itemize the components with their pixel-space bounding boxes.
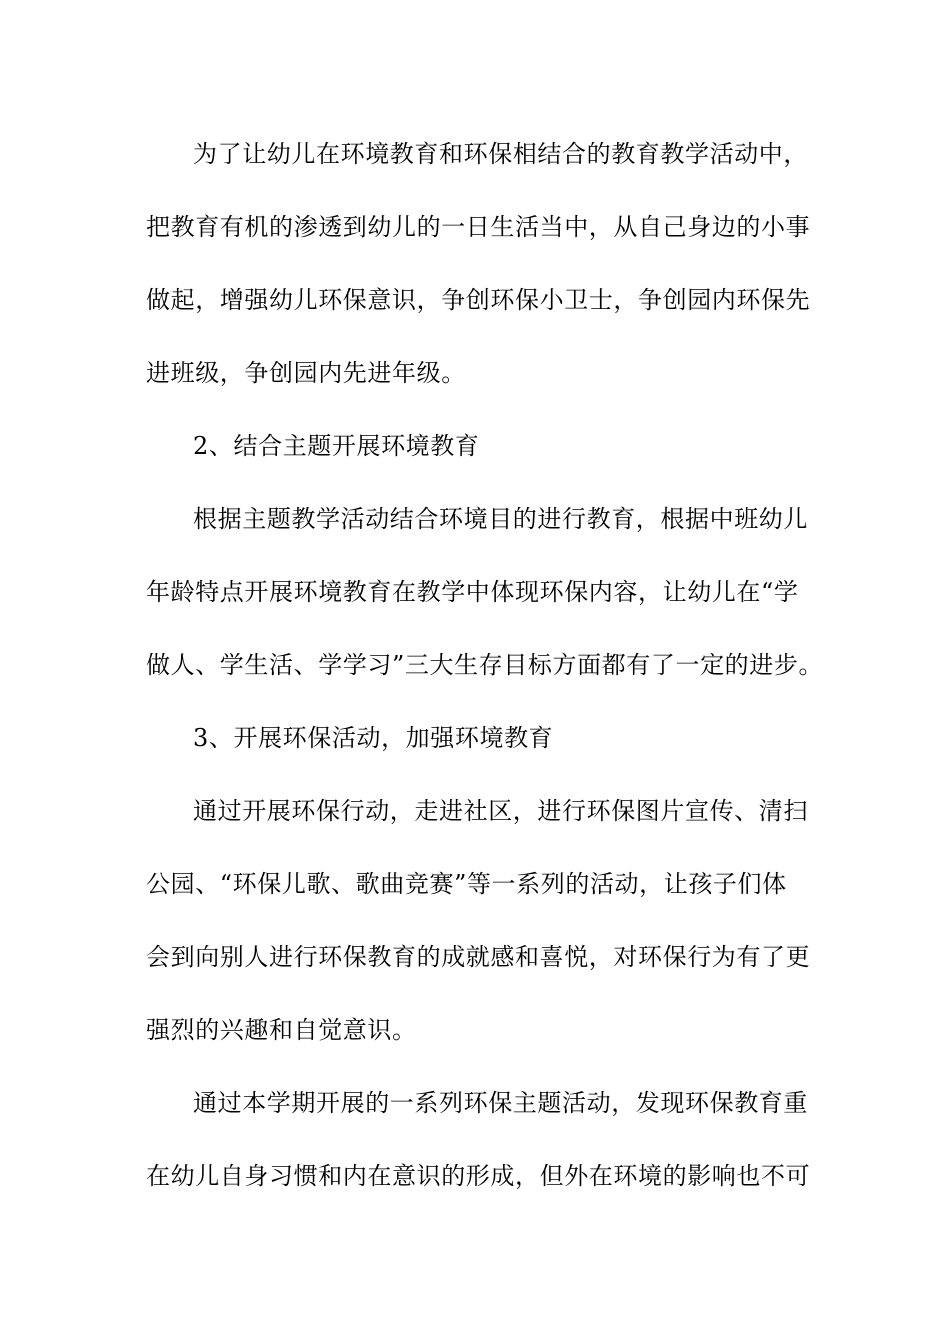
paragraph-2-line-1: 根据主题教学活动结合环境目的进行教育，根据中班幼儿 xyxy=(193,505,808,533)
document-body xyxy=(146,118,824,1213)
paragraph-1-line-2: 把教育有机的渗透到幼儿的一日生活当中，从自己身边的小事 xyxy=(146,213,811,241)
paragraph-1-line-3: 做起，增强幼儿环保意识，争创环保小卫士，争创园内环保先 xyxy=(146,286,811,314)
paragraph-4-line-1: 通过本学期开展的一系列环保主题活动，发现环保教育重 xyxy=(193,1089,808,1117)
paragraph-2-line-3: 做人、学生活、学学习”三大生存目标方面都有了一定的进步。 xyxy=(146,651,824,679)
paragraph-1-line-4: 进班级，争创园内先进年级。 xyxy=(146,359,466,387)
section-heading-2: 2、结合主题开展环境教育 xyxy=(193,432,480,460)
paragraph-3-line-2: 公园、“环保儿歌、歌曲竞赛”等一系列的活动，让孩子们体 xyxy=(146,870,787,898)
paragraph-3-line-3: 会到向别人进行环保教育的成就感和喜悦，对环保行为有了更 xyxy=(146,943,811,971)
paragraph-1-line-1: 为了让幼儿在环境教育和环保相结合的教育教学活动中， xyxy=(193,140,808,168)
paragraph-3-line-1: 通过开展环保行动，走进社区，进行环保图片宣传、清扫 xyxy=(193,797,808,825)
paragraph-4-line-2: 在幼儿自身习惯和内在意识的形成，但外在环境的影响也不可 xyxy=(146,1162,811,1190)
section-heading-3: 3、开展环保活动，加强环境教育 xyxy=(193,724,554,752)
paragraph-3-line-4: 强烈的兴趣和自觉意识。 xyxy=(146,1016,417,1044)
paragraph-2-line-2: 年龄特点开展环境教育在教学中体现环保内容，让幼儿在“学 xyxy=(146,578,799,606)
